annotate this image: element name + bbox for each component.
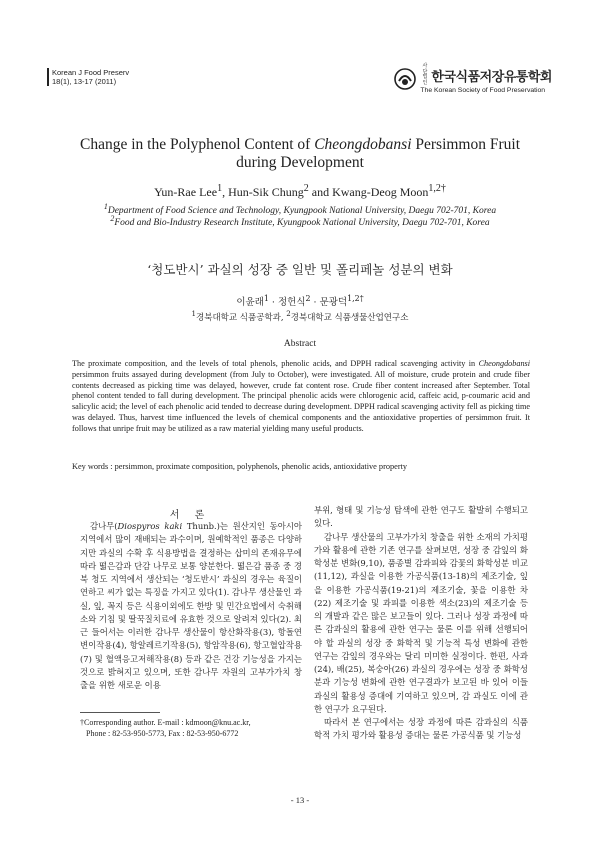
body-paragraph-3: 따라서 본 연구에서는 성장 과정에 따른 감과실의 식품학적 가치 평가와 활용성 증대는 물론 가공식품 및 기능성 [314, 717, 528, 741]
section-heading-introduction: 서 론 [169, 510, 211, 521]
paper-title: Change in the Polyphenol Content of Cheongdobansi Persimmon Fruit during Development [79, 136, 521, 171]
author-list: Yun-Rae Lee$^1$, Hun-Sik Chung$^2$ and Kwang-Deog Moon$^{1,2\dagger}$ [154, 183, 446, 199]
abstract-heading: Abstract [283, 339, 317, 349]
journal-volume: 18(1), 13-17 (2011) [52, 77, 117, 86]
society-logo-icon [394, 68, 416, 90]
society-korean-name: 한국식품저장유통학회 [431, 69, 552, 85]
title-cultivar: Cheongdobansi [314, 136, 412, 153]
body-column-right [314, 504, 528, 743]
society-header [394, 64, 552, 94]
korean-title: ‘청도반시’ 과실의 성장 중 일반 및 폴리페놀 성분의 변화 [147, 262, 453, 277]
footnote-divider [80, 712, 160, 713]
affiliation-2: $^2$Food and Bio-Industry Research Institute, Kyungpook National University, Daegu 702-701, Korea [110, 214, 490, 229]
korean-author-list: 이윤래$^1$ · 정헌식$^2$ · 문광덕$^{1,2\dagger}$ [236, 294, 364, 309]
society-english-name: The Korean Society of Food Preservation [420, 87, 546, 94]
body-paragraph-2: 감나무 생산물의 고부가가치 창출을 위한 소재의 가치평가와 활용에 관한 기존 연구를 살펴보면, 성장 중 감잎의 화학성분 변화(9,10), 품종별 감과피와 감꽃의 화학성분 비교(11,12), 과실을 이용한 가공식품(13-18)의 제조기술, 잎을 이용한 가공식품(19-21)의 제조기술, 꽃을 이용한 차(22) 제조기술 및 과피를 이용한 색소(23)의 제조기술 등의 개발과 같은 많은 보고들이 있다. 그러나 성장 과정에 따른 감과실의 활용에 관한 연구는 물론 이를 위해 선행되어야 할 과실의 성장 중 화학적 및 기능적 특성 변화에 관한 연구는 감잎의 경우와는 달리 미미한 실정이다. 한편, 사과(24), 배(25), 복숭아(26) 과실의 경우에는 성장 중 화학성분과 기능성 변화에 관한 연구결과가 보고된 바 있어 이들 과실의 활용성 증대에 기여하고 있으며, 감 과실도 이에 관한 연구가 요구된다. [314, 531, 528, 714]
affiliation-1: $^1$Department of Food Science and Technology, Kyungpook National University, Daegu 702-701, Korea [103, 202, 497, 217]
korean-affiliations: $^1$경북대학교 식품공학과, $^2$경북대학교 식품생물산업연구소 [191, 309, 409, 323]
body-paragraph-1: 감나무(Diospyros kaki Thunb.)는 원산지인 동아시아 지역에서 많이 재배되는 과수이며, 원예학적인 품종은 다양하지만 과실의 수확 후 식용방법을 결정하는 삽미의 존재유무에 따라 떫은감과 단감 나무로 보통 양분한다. 떫은감 품종 중 경북 청도 지역에서 생산되는 ‘청도반시’ 과실의 경우는 육질이 연하고 씨가 없는 특징을 가지고 있다(1). 감나무 생산물인 과실, 잎, 꼭지 등은 식용이외에도 한방 및 민간요법에서 숙취해소와 기침 및 딸꾹질치료에 유효한 것으로 알려져 있다(2). 최근 들어서는 이러한 감나무 생산물이 항산화작용(3), 항돌연변이작용(4), 항알레르기작용(5), 항암작용(6), 항고혈압작용(7) 및 혈액응고저해작용(8) 등과 같은 건강 기능성을 가지는 것으로 밝혀지고 있으며, 또한 감나무 자원의 고부가가치 창출을 위한 새로운 이용 [80, 521, 302, 690]
corresponding-author-footnote: †Corresponding author. E-mail : kdmoon@knu.ac.kr, Phone : 82-53-950-5773, Fax : 82-53-950-6772 [80, 718, 251, 738]
keywords: Key words : persimmon, proximate composition, polyphenols, phenolic acids, antioxidative property [72, 462, 408, 471]
page-number: - 13 - [290, 795, 310, 805]
body-paragraph-continued: 부위, 형태 및 기능성 탐색에 관한 연구도 활발히 수행되고 있다. [314, 505, 528, 529]
abstract-text: The proximate composition, and the levels of total phenols, phenolic acids, and DPPH radical scavenging activity in Cheongdobansi persimmon fruits assayed during development (from July to October), were investigated. All of moisture, crude protein and crude fiber contents decreased as picking time was delayed, however, crude fat content rose. Crude fiber content increased after September. Total phenol content tended to fall during development. The principal phenolic acids were chlorogenic acid, caffeic acid, p-coumaric acid and salicylic acid; the level of each phenolic acid tended to decrease during development. DPPH radical scavenging activity fell as picking time was delayed. Thus, harvest time influenced the levels of chemical components and the antioxidative properties of persimmon fruit. It follows that unripe fruit may be utilized as a raw material yielding many useful products. [72, 359, 530, 433]
society-type-label: 사단 법인 [422, 63, 428, 86]
body-column-left [80, 520, 302, 692]
journal-info [47, 68, 129, 86]
journal-name: Korean J Food Preserv [52, 68, 130, 77]
